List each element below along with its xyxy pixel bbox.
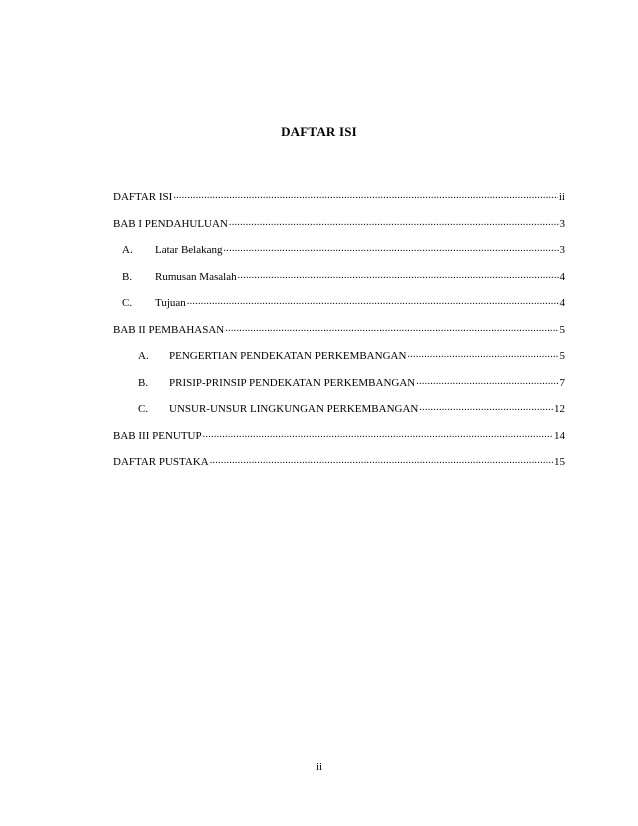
toc-entry-page: 15 [554,456,565,468]
toc-entry-marker: A. [122,244,133,256]
dot-leader [416,374,558,386]
dot-leader [229,215,559,227]
dot-leader [173,188,558,200]
toc-entry-daftar-isi[interactable] [113,188,565,205]
dot-leader [419,400,553,412]
toc-entry-label: BAB II PEMBAHASAN [113,323,225,336]
toc-entry-page: 5 [559,323,565,336]
toc-entry-page: 5 [559,350,565,362]
dot-leader [224,241,559,253]
toc-entry-label: BAB I PENDAHULUAN [113,217,228,230]
dot-leader [225,321,558,333]
toc-entry-bab-2[interactable] [113,321,565,338]
toc-entry-marker: A. [138,350,149,362]
dot-leader [407,347,558,359]
toc-entry-marker: C. [122,297,133,309]
toc-entry-label: BAB III PENUTUP [113,429,202,442]
toc-entry-label: PRISIP-PRINSIP PENDEKATAN PERKEMBANGAN [169,376,416,389]
toc-entry-page: 7 [559,376,565,389]
toc-entry-unsur[interactable] [113,400,565,417]
dot-leader [187,294,559,306]
toc-entry-page: 4 [559,297,565,309]
toc-entry-label: UNSUR-UNSUR LINGKUNGAN PERKEMBANGAN [169,403,419,415]
toc-entry-page: 14 [554,429,565,442]
toc-entry-label: DAFTAR PUSTAKA [113,456,209,468]
toc-entry-tujuan[interactable] [113,294,565,311]
toc-entry-page: 3 [559,244,565,256]
dot-leader [210,453,553,465]
dot-leader [203,427,553,439]
toc-entry-bab-1[interactable] [113,215,565,232]
toc-entry-daftar-pustaka[interactable] [113,453,565,470]
table-of-contents [113,188,565,480]
toc-entry-bab-3[interactable] [113,427,565,444]
toc-entry-pengertian[interactable] [113,347,565,364]
toc-entry-rumusan-masalah[interactable] [113,268,565,285]
toc-entry-label: Rumusan Masalah [155,270,237,283]
toc-entry-page: 4 [559,270,565,283]
toc-entry-page: ii [558,191,565,203]
dot-leader [238,268,559,280]
toc-entry-marker: B. [122,270,133,283]
toc-entry-label: PENGERTIAN PENDEKATAN PERKEMBANGAN [169,350,407,362]
toc-entry-label: Latar Belakang [155,244,223,256]
toc-entry-page: 12 [554,403,565,415]
toc-entry-page: 3 [559,217,565,230]
toc-entry-label: DAFTAR ISI [113,191,173,203]
page-number: ii [315,761,323,773]
toc-entry-prinsip[interactable] [113,374,565,391]
toc-entry-latar-belakang[interactable] [113,241,565,258]
toc-entry-label: Tujuan [155,297,186,309]
toc-entry-marker: B. [138,376,149,389]
toc-entry-marker: C. [138,403,149,415]
page-title: DAFTAR ISI [281,124,357,139]
